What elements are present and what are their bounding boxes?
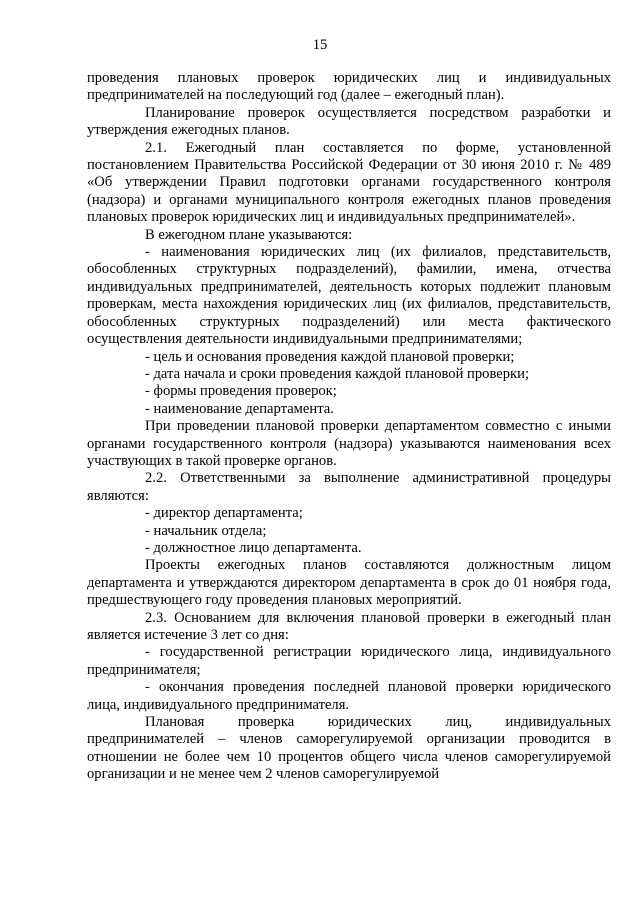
- paragraph: В ежегодном плане указываются:: [145, 226, 353, 243]
- paragraph: проведения плановых проверок юридических лиц и индивидуальных предпринимателей на последующий год (далее – ежегодный план).: [87, 70, 611, 104]
- list-item: - государственной регистрации юридического лица, индивидуального предпринимателя;: [87, 644, 611, 678]
- list-item: - окончания проведения последней плановой проверки юридического лица, индивидуального предпринимателя.: [87, 679, 611, 713]
- list-item: - наименование департамента.: [145, 400, 334, 417]
- paragraph: Плановая проверка юридических лиц, индивидуальных предпринимателей – членов саморегулируемой организации проводится в отношении не более чем 10 процентов общего числа членов саморегулируемой организации и не менее чем 2 членов саморегулируемой: [87, 714, 611, 783]
- page-number: 15: [312, 37, 328, 53]
- list-item: - директор департамента;: [145, 505, 303, 522]
- paragraph-section-2-3: 2.3. Основанием для включения плановой проверки в ежегодный план является истечение 3 лет со дня:: [87, 609, 611, 643]
- list-item: - должностное лицо департамента.: [145, 539, 362, 556]
- paragraph: При проведении плановой проверки департаментом совместно с иными органами государственного контроля (надзора) указываются наименования всех участвующих в такой проверке органов.: [87, 418, 611, 469]
- list-item: - наименования юридических лиц (их филиалов, представительств, обособленных структурных подразделений), фамилии, имена, отчества индивидуальных предпринимателей, деятельность которых подлежит плановым проверкам, места нахождения юридических лиц (их филиалов, представительств, обособленных структурных подразделений) или места фактического осуществления деятельности индивидуальными предпринимателями;: [87, 244, 611, 348]
- paragraph-section-2-2: 2.2. Ответственными за выполнение административной процедуры являются:: [87, 470, 611, 504]
- list-item: - формы проведения проверок;: [145, 383, 337, 400]
- paragraph-section-2-1: 2.1. Ежегодный план составляется по форме, установленной постановлением Правительства Российской Федерации от 30 июня 2010 г. № 489 «Об утверждении Правил подготовки органами государственного контроля (надзора) и органами муниципального контроля ежегодных планов проведения плановых проверок юридических лиц и индивидуальных предпринимателей».: [87, 139, 611, 226]
- paragraph: Проекты ежегодных планов составляются должностным лицом департамента и утверждаются директором департамента в срок до 01 ноября года, предшествующего году проведения плановых мероприятий.: [87, 557, 611, 609]
- paragraph: Планирование проверок осуществляется посредством разработки и утверждения ежегодных планов.: [87, 104, 611, 139]
- document-body: [87, 70, 611, 784]
- list-item: - дата начала и сроки проведения каждой плановой проверки;: [145, 365, 529, 382]
- list-item: - цель и основания проведения каждой плановой проверки;: [145, 348, 515, 365]
- list-item: - начальник отдела;: [145, 522, 267, 539]
